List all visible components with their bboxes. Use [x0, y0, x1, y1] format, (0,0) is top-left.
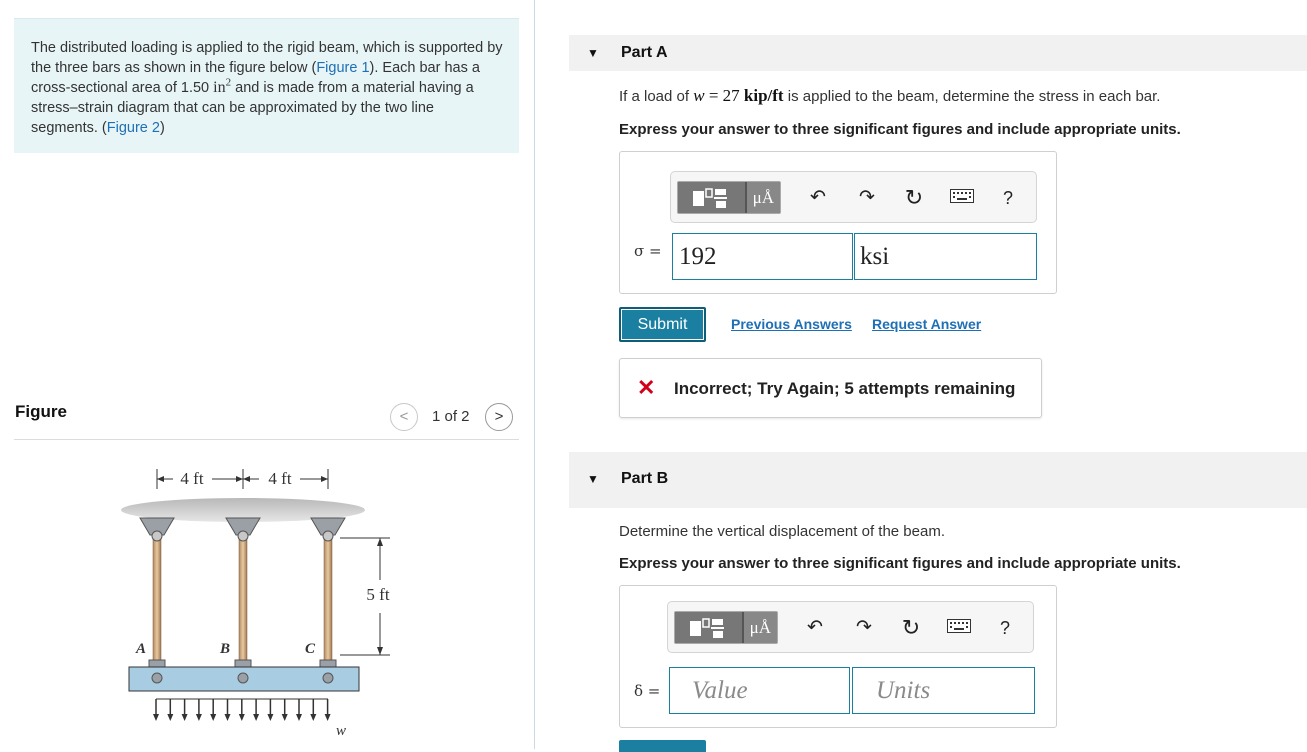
- part-a-title: Part A: [621, 44, 668, 61]
- part-a-answer-box: [619, 151, 1057, 294]
- units-input[interactable]: Units: [852, 667, 1035, 714]
- load-arrow-head: [267, 714, 273, 721]
- label-c: C: [305, 641, 316, 657]
- label-b: B: [220, 641, 231, 657]
- problem-text-2: ). Each bar has a cross-sectional area of 1.50: [31, 60, 480, 96]
- part-a-header[interactable]: [569, 35, 1307, 71]
- feedback-text: Incorrect; Try Again; 5 attempts remaining: [674, 379, 1016, 398]
- load-arrow-head: [253, 714, 259, 721]
- load-arrow-head: [153, 714, 159, 721]
- keyboard-icon[interactable]: [949, 187, 975, 209]
- load-arrow-head: [225, 714, 231, 721]
- load-arrow-head: [310, 714, 316, 721]
- load-arrow-head: [296, 714, 302, 721]
- load-arrow-head: [325, 714, 331, 721]
- help-icon[interactable]: ?: [999, 618, 1010, 638]
- next-figure-button[interactable]: >: [485, 403, 513, 431]
- figure-counter: 1 of 2: [432, 408, 470, 425]
- dim-right-label: 4 ft: [268, 469, 292, 488]
- units-input[interactable]: ksi: [854, 233, 1037, 280]
- part-a-instruction: Express your answer to three significant figures and include appropriate units.: [619, 121, 1181, 138]
- feedback-box: [619, 358, 1042, 418]
- load-arrow-head: [196, 714, 202, 721]
- templates-icon[interactable]: [678, 182, 745, 213]
- load-arrow-head: [282, 714, 288, 721]
- load-arrow-head: [239, 714, 245, 721]
- collapse-caret-icon[interactable]: ▼: [587, 46, 599, 60]
- undo-icon[interactable]: ↶: [810, 187, 826, 208]
- dim-left-label: 4 ft: [180, 469, 204, 488]
- value-input[interactable]: 192: [672, 233, 853, 280]
- label-w: w: [336, 723, 347, 739]
- incorrect-x-icon: ✕: [637, 375, 656, 400]
- part-b-answer-box: [619, 585, 1057, 728]
- area-unit: $in^2$: [213, 76, 232, 96]
- value-input[interactable]: Value: [669, 667, 850, 714]
- units-icon[interactable]: μÅ: [742, 612, 777, 643]
- load-arrow-head: [167, 714, 173, 721]
- undo-icon[interactable]: ↶: [807, 617, 823, 638]
- reset-icon[interactable]: ↻: [901, 615, 921, 640]
- redo-icon[interactable]: ↷: [859, 187, 875, 208]
- load-arrow-head: [210, 714, 216, 721]
- reset-icon[interactable]: ↻: [904, 185, 924, 210]
- figure-header: [14, 400, 519, 440]
- load-arrows: [153, 699, 331, 721]
- delta-label: δ =: [634, 682, 661, 700]
- part-b-instruction: Express your answer to three significant figures and include appropriate units.: [619, 555, 1181, 572]
- panel-divider: [534, 0, 535, 749]
- label-a: A: [136, 641, 147, 657]
- load-arrow-head: [182, 714, 188, 721]
- problem-text-3: and is made from a material having a stress–strain diagram that can be approximated by the two line segments. (: [31, 80, 474, 136]
- figure-title: Figure: [15, 402, 67, 421]
- load-expression: w = 27 kip/ft: [693, 86, 784, 105]
- math-toolbar: [670, 171, 1037, 223]
- submit-button[interactable]: Submit: [619, 307, 706, 342]
- problem-statement: [14, 18, 519, 153]
- math-toolbar: [667, 601, 1034, 653]
- problem-text-1: The distributed loading is applied to the rigid beam, which is supported by the three bars as shown in the figure below (: [31, 40, 503, 76]
- template-button-group[interactable]: [677, 181, 781, 214]
- dim-height-label: 5 ft: [366, 585, 390, 604]
- help-icon[interactable]: ?: [1002, 188, 1013, 208]
- collapse-caret-icon[interactable]: ▼: [587, 472, 599, 486]
- templates-icon[interactable]: [675, 612, 742, 643]
- problem-text-4: ): [159, 120, 165, 136]
- keyboard-icon[interactable]: [946, 617, 972, 639]
- request-answer-link[interactable]: Request Answer: [872, 316, 982, 332]
- figure-1-link[interactable]: Figure 1: [316, 60, 370, 76]
- part-b-submit-button[interactable]: [619, 740, 706, 752]
- part-b-header[interactable]: [569, 452, 1307, 508]
- figure-2-link[interactable]: Figure 2: [106, 120, 160, 136]
- units-icon[interactable]: μÅ: [745, 182, 780, 213]
- part-a-question: If a load of w = 27 kip/ft is applied to the beam, determine the stress in each bar.: [619, 86, 1161, 105]
- beam-figure: [100, 455, 400, 745]
- part-b-question: Determine the vertical displacement of the beam.: [619, 523, 945, 540]
- previous-figure-button[interactable]: <: [390, 403, 418, 431]
- part-b-title: Part B: [621, 470, 669, 487]
- template-button-group[interactable]: [674, 611, 778, 644]
- previous-answers-link[interactable]: Previous Answers: [731, 316, 852, 332]
- sigma-label: σ =: [634, 242, 662, 260]
- redo-icon[interactable]: ↷: [856, 617, 872, 638]
